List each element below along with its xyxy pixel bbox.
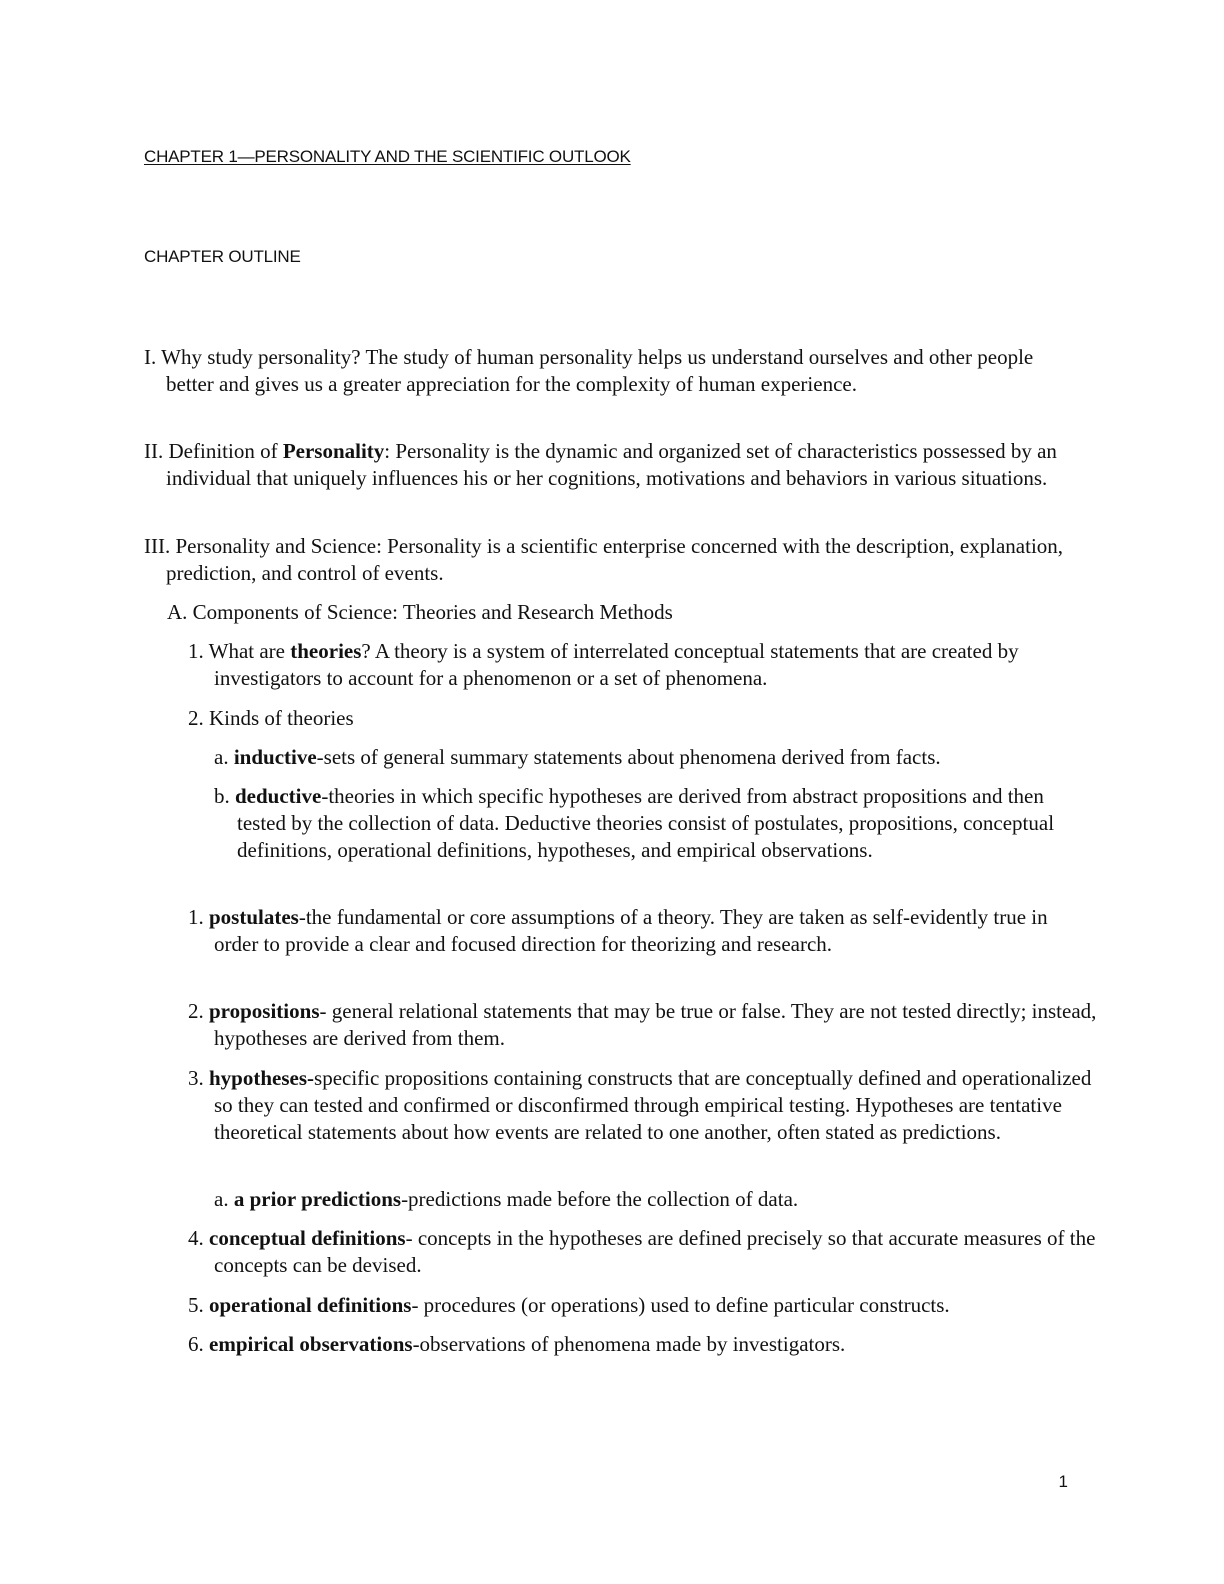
item-text: -the fundamental or core assumptions of a theory. They are taken as self-evidently true in order to provide a clear and focused direction for theorizing and research. (214, 905, 1048, 956)
item-text: Kinds of theories (209, 706, 354, 730)
item-text: specific propositions containing constructs that are conceptually defined and operationalized so they can tested and confirmed or disconfirmed through empirical testing. Hypotheses are tentative theoretical statements about how events are related to one another, often stated as predictions. (214, 1066, 1092, 1144)
outline-item-d4 (188, 1225, 1099, 1279)
item-text: - procedures (or operations) used to define particular constructs. (411, 1293, 950, 1317)
item-text: Personality and Science: Personality is a scientific enterprise concerned with the description, explanation, prediction, and control of events. (166, 534, 1064, 585)
item-marker: 4. (188, 1226, 209, 1250)
item-marker: I. (144, 345, 162, 369)
item-marker: A. (167, 600, 193, 624)
outline-item-a2a (214, 744, 1084, 771)
item-marker: 5. (188, 1293, 209, 1317)
outline-item-d3 (188, 1065, 1099, 1146)
item-text: Why study personality? The study of human personality helps us understand ourselves and other people better and gives us a greater appreciation for the complexity of human experience. (161, 345, 1034, 396)
item-text: - general relational statements that may be true or false. They are not tested directly; instead, hypotheses are derived from them. (214, 999, 1097, 1050)
outline-item-i (144, 344, 1066, 398)
item-text: -observations of phenomena made by investigators. (412, 1332, 846, 1356)
item-term: Personality (282, 439, 385, 463)
item-term: postulates (209, 905, 299, 929)
item-term: inductive (233, 745, 317, 769)
item-marker: II. (144, 439, 169, 463)
item-term: a prior predictions (233, 1187, 402, 1211)
item-text: -predictions made before the collection of data. (401, 1187, 799, 1211)
outline-item-iii-a (167, 599, 1047, 626)
item-marker: a. (214, 745, 234, 769)
item-marker: b. (214, 784, 235, 808)
outline-item-a2b (214, 783, 1097, 864)
item-text: - concepts in the hypotheses are defined precisely so that accurate measures of the concepts can be devised. (214, 1226, 1096, 1277)
item-marker: 1. (188, 639, 209, 663)
item-marker: 3. (188, 1066, 209, 1090)
item-term: propositions (209, 999, 320, 1023)
outline-item-d5 (188, 1292, 1099, 1319)
item-marker: 1. (188, 905, 209, 929)
item-text: -sets of general summary statements about phenomena derived from facts. (316, 745, 941, 769)
item-text: ? A theory is a system of interrelated conceptual statements that are created by investigators to account for a phenomenon or a set of phenomena. (214, 639, 1019, 690)
outline-item-a2 (188, 705, 1058, 732)
item-lead: Definition of (168, 439, 283, 463)
item-term: deductive (235, 784, 322, 808)
item-term: conceptual definitions (209, 1226, 406, 1250)
outline-item-ii (144, 438, 1066, 492)
item-text: -theories in which specific hypotheses are derived from abstract propositions and then tested by the collection of data. Deductive theories consist of postulates, propositions, conceptual definitions, operational definitions, hypotheses, and empirical observations. (237, 784, 1055, 862)
outline-item-a1 (188, 638, 1084, 692)
outline-item-d2 (188, 998, 1099, 1052)
outline-item-d1 (188, 904, 1064, 958)
item-term: hypotheses- (209, 1066, 315, 1090)
outline-item-d3a (214, 1186, 1074, 1213)
outline-item-iii (144, 533, 1096, 587)
page-number: 1 (1058, 1472, 1068, 1491)
item-marker: 6. (188, 1332, 209, 1356)
item-marker: 2. (188, 706, 209, 730)
chapter-title: CHAPTER 1—PERSONALITY AND THE SCIENTIFIC OUTLOOK (144, 147, 631, 166)
outline-heading: CHAPTER OUTLINE (144, 247, 301, 266)
item-marker: 2. (188, 999, 209, 1023)
item-lead: What are (208, 639, 291, 663)
outline-item-d6 (188, 1331, 1099, 1358)
item-marker: a. (214, 1187, 234, 1211)
item-text: : Personality is the dynamic and organized set of characteristics possessed by an individual that uniquely influences his or her cognitions, motivations and behaviors in various situations. (166, 439, 1057, 490)
item-marker: III. (144, 534, 176, 558)
item-text: Components of Science: Theories and Research Methods (192, 600, 673, 624)
item-term: empirical observations (209, 1332, 413, 1356)
item-term: operational definitions (209, 1293, 412, 1317)
item-term: theories (290, 639, 362, 663)
